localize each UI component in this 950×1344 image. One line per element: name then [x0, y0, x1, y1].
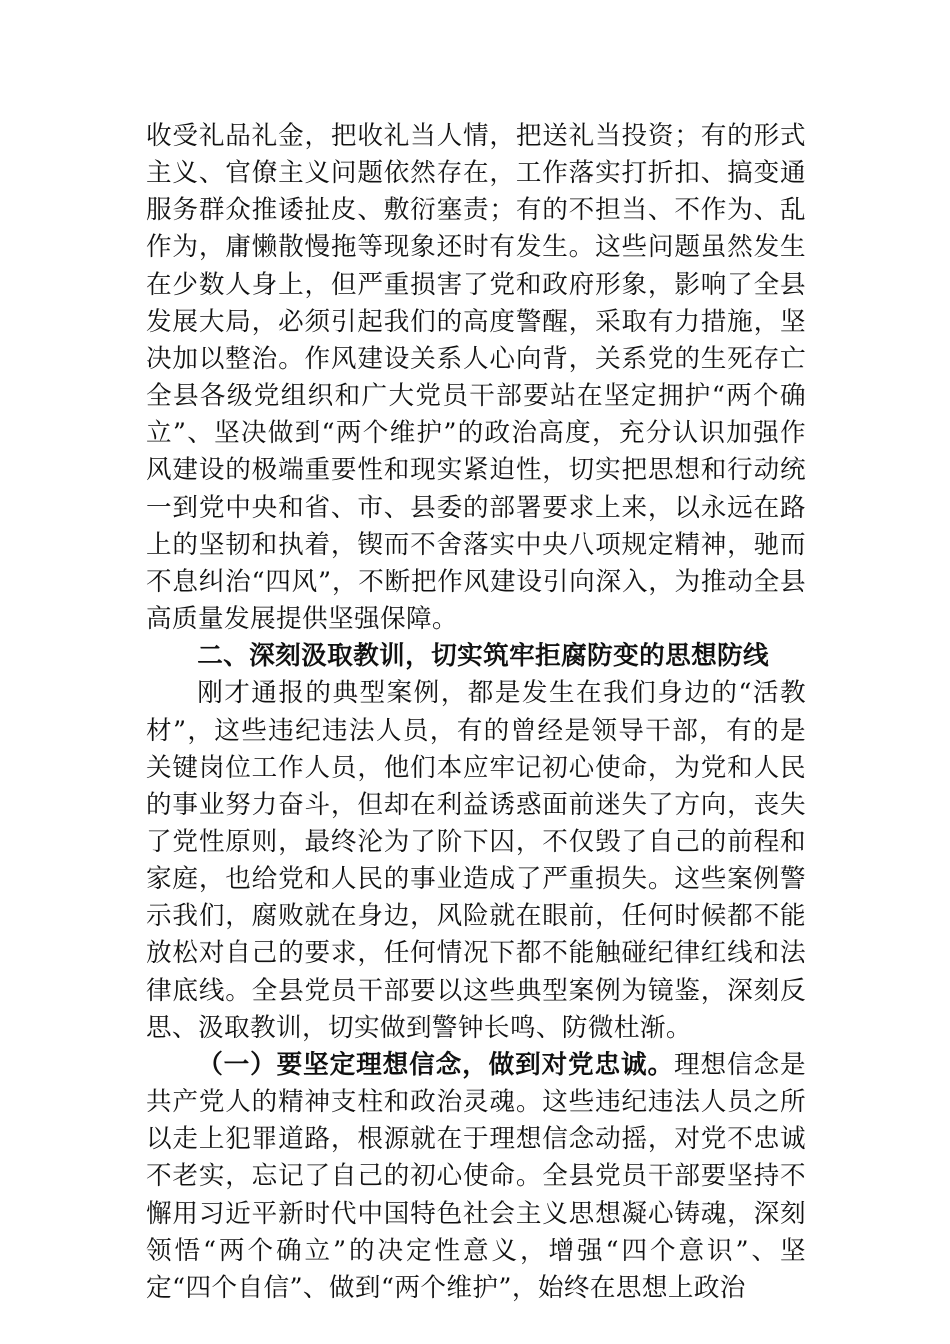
document-body — [146, 118, 806, 1307]
subsection-lead: （一）要坚定理想信念，做到对党忠诚。 — [197, 1049, 675, 1080]
section-heading: 二、深刻汲取教训，切实筑牢拒腐防变的思想防线 — [197, 641, 770, 672]
subsection-text: 理想信念是共产党人的精神支柱和政治灵魂。这些违纪违法人员之所以走上犯罪道路，根源就在于理想信念动摇，对党不忠诚不老实，忘记了自己的初心使命。全县党员干部要坚持不懈用习近平新时代中国特色社会主义思想凝心铸魂，深刻领悟“两个确立”的决定性意义，增强“四个意识”、坚定“四个自信”、做到“两个维护”，始终在思想上政治 — [146, 1049, 806, 1303]
subsection-paragraph — [146, 1047, 806, 1307]
body-paragraph-continued: 收受礼品礼金，把收礼当人情，把送礼当投资；有的形式主义、官僚主义问题依然存在，工作落实打折扣、搞变通服务群众推诿扯皮、敷衍塞责；有的不担当、不作为、乱作为，庸懒散慢拖等现象还时有发生。这些问题虽然发生在少数人身上，但严重损害了党和政府形象，影响了全县发展大局，必须引起我们的高度警醒，采取有力措施，坚决加以整治。作风建设关系人心向背，关系党的生死存亡全县各级党组织和广大党员干部要站在坚定拥护“两个确立”、坚决做到“两个维护”的政治高度，充分认识加强作风建设的极端重要性和现实紧迫性，切实把思想和行动统一到党中央和省、市、县委的部署要求上来，以永远在路上的坚韧和执着，锲而不舍落实中央八项规定精神，驰而不息纠治“四风”，不断把作风建设引向深入，为推动全县高质量发展提供坚强保障。 — [146, 121, 806, 635]
body-paragraph: 刚才通报的典型案例，都是发生在我们身边的“活教材”，这些违纪违法人员，有的曾经是领导干部，有的是关键岗位工作人员，他们本应牢记初心使命，为党和人民的事业努力奋斗，但却在利益诱惑面前迷失了方向，丧失了党性原则，最终沦为了阶下囚，不仅毁了自己的前程和家庭，也给党和人民的事业造成了严重损失。这些案例警示我们，腐败就在身边，风险就在眼前，任何时候都不能放松对自己的要求，任何情况下都不能触碰纪律红线和法律底线。全县党员干部要以这些典型案例为镜鉴，深刻反思、汲取教训，切实做到警钟长鸣、防微杜渐。 — [146, 678, 806, 1043]
